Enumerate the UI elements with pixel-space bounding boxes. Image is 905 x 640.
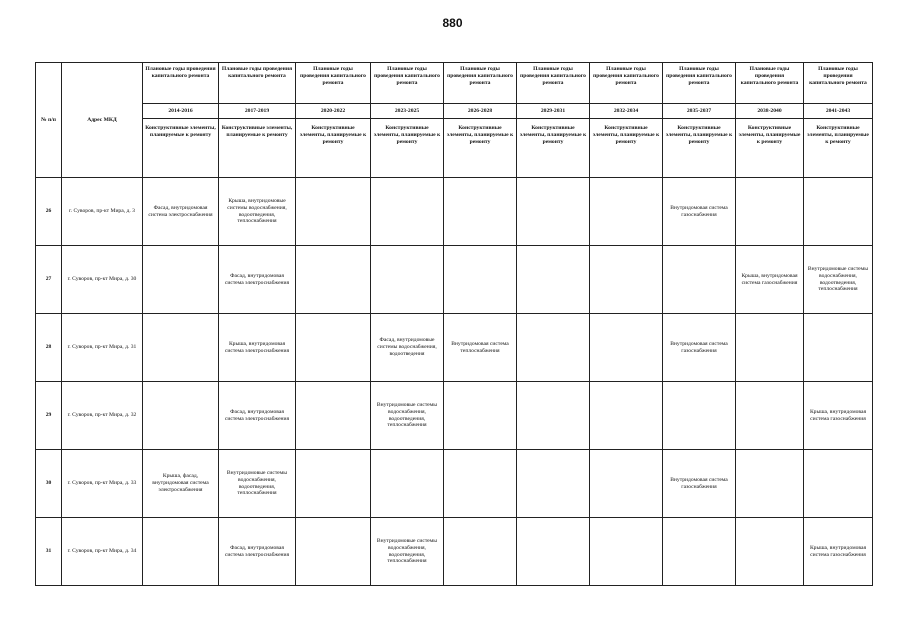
table-row	[36, 450, 873, 518]
planned-works-cell	[444, 518, 517, 586]
row-number: 31	[36, 518, 62, 586]
elements-header: Конструктивные элементы, планируемые к ремонту	[371, 119, 444, 178]
period-years: 2032-2034	[590, 104, 663, 119]
row-number: 26	[36, 178, 62, 246]
building-address: г. Суворов, пр-кт Мира, д. 34	[62, 518, 143, 586]
planned-works-cell: Фасад, внутридомовая система электроснабжения	[219, 246, 296, 314]
period-title-header: Плановые годы проведения капитального ремонта	[371, 63, 444, 104]
planned-works-cell: Крыша, внутридомовые системы водоснабжения, водоотведения, теплоснабжения	[219, 178, 296, 246]
planned-works-cell: Фасад, внутридомовая система электроснабжения	[143, 178, 219, 246]
planned-works-cell	[444, 178, 517, 246]
num-column-header: № п/п	[36, 63, 62, 178]
row-number: 27	[36, 246, 62, 314]
building-address: г. Суворов, пр-кт Мира, д. 32	[62, 382, 143, 450]
planned-works-cell	[143, 246, 219, 314]
building-address: г. Суворов, пр-кт Мира, д. 30	[62, 246, 143, 314]
period-years: 2017-2019	[219, 104, 296, 119]
period-title-header: Плановые годы проведения капитального ремонта	[736, 63, 804, 104]
planned-works-cell	[143, 518, 219, 586]
planned-works-cell	[517, 518, 590, 586]
planned-works-cell	[296, 518, 371, 586]
elements-header: Конструктивные элементы, планируемые к ремонту	[736, 119, 804, 178]
planned-works-cell	[736, 382, 804, 450]
planned-works-cell	[517, 314, 590, 382]
planned-works-cell	[736, 314, 804, 382]
address-column-header: Адрес МКД	[62, 63, 143, 178]
period-title-header: Плановые годы проведения капитального ремонта	[296, 63, 371, 104]
row-number: 29	[36, 382, 62, 450]
planned-works-cell	[517, 450, 590, 518]
planned-works-cell: Крыша, внутридомовая система газоснабжения	[804, 518, 873, 586]
table-body	[36, 178, 873, 586]
planned-works-cell: Крыша, внутридомовая система газоснабжения	[804, 382, 873, 450]
header-elements-row	[36, 119, 873, 178]
period-title-header: Плановые годы проведения капитального ремонта	[663, 63, 736, 104]
row-number: 30	[36, 450, 62, 518]
period-years: 2035-2037	[663, 104, 736, 119]
planned-works-cell: Фасад, внутридомовая система электроснабжения	[219, 518, 296, 586]
period-title-header: Плановые годы проведения капитального ремонта	[444, 63, 517, 104]
planned-works-cell	[590, 450, 663, 518]
planned-works-cell: Внутридомовая система газоснабжения	[663, 450, 736, 518]
planned-works-cell	[296, 178, 371, 246]
building-address: г. Суворов, пр-кт Мира, д. 33	[62, 450, 143, 518]
planned-works-cell: Внутридомовые системы водоснабжения, водоотведения, теплоснабжения	[804, 246, 873, 314]
planned-works-cell	[804, 314, 873, 382]
planned-works-cell: Внутридомовая система газоснабжения	[663, 178, 736, 246]
planned-works-cell	[663, 382, 736, 450]
header-years-row	[36, 104, 873, 119]
planned-works-cell	[371, 450, 444, 518]
planned-works-cell: Фасад, внутридомовые системы водоснабжения, водоотведения	[371, 314, 444, 382]
period-years: 2014-2016	[143, 104, 219, 119]
planned-works-cell	[371, 178, 444, 246]
elements-header: Конструктивные элементы, планируемые к ремонту	[296, 119, 371, 178]
planned-works-cell	[736, 178, 804, 246]
period-years: 2041-2043	[804, 104, 873, 119]
planned-works-cell: Фасад, внутридомовая система электроснабжения	[219, 382, 296, 450]
planned-works-cell: Внутридомовые системы водоснабжения, водоотведения, теплоснабжения	[371, 518, 444, 586]
planned-works-cell: Внутридомовая система газоснабжения	[663, 314, 736, 382]
planned-works-cell	[736, 518, 804, 586]
period-years: 2038-2040	[736, 104, 804, 119]
planned-works-cell	[663, 246, 736, 314]
planned-works-cell	[296, 450, 371, 518]
page-number: 880	[442, 16, 463, 30]
planned-works-cell	[804, 450, 873, 518]
table-header	[36, 63, 873, 178]
planned-works-cell: Крыша, внутридомовая система электроснабжения	[219, 314, 296, 382]
building-address: г. Суворов, пр-кт Мира, д. 31	[62, 314, 143, 382]
period-title-header: Плановые годы проведения капитального ремонта	[517, 63, 590, 104]
planned-works-cell	[590, 246, 663, 314]
planned-works-cell	[296, 246, 371, 314]
elements-header: Конструктивные элементы, планируемые к ремонту	[143, 119, 219, 178]
planned-works-cell	[663, 518, 736, 586]
header-title-row	[36, 63, 873, 104]
period-years: 2020-2022	[296, 104, 371, 119]
planned-works-cell	[590, 382, 663, 450]
elements-header: Конструктивные элементы, планируемые к ремонту	[517, 119, 590, 178]
planned-works-cell	[371, 246, 444, 314]
planned-works-cell	[590, 178, 663, 246]
table-row	[36, 246, 873, 314]
planned-works-cell	[517, 382, 590, 450]
planned-works-cell	[444, 246, 517, 314]
table-row	[36, 518, 873, 586]
period-years: 2026-2028	[444, 104, 517, 119]
planned-works-cell: Внутридомовые системы водоснабжения, водоотведения, теплоснабжения	[371, 382, 444, 450]
period-title-header: Плановые годы проведения капитального ремонта	[219, 63, 296, 104]
planned-works-cell	[444, 450, 517, 518]
planned-works-cell: Внутридомовая система теплоснабжения	[444, 314, 517, 382]
planned-works-cell: Крыша, фасад, внутридомовая система электроснабжения	[143, 450, 219, 518]
planned-works-cell	[804, 178, 873, 246]
planned-works-cell	[517, 246, 590, 314]
planned-works-cell	[517, 178, 590, 246]
planned-works-cell	[590, 518, 663, 586]
period-years: 2023-2025	[371, 104, 444, 119]
planned-works-cell	[590, 314, 663, 382]
elements-header: Конструктивные элементы, планируемые к ремонту	[663, 119, 736, 178]
table-row	[36, 382, 873, 450]
elements-header: Конструктивные элементы, планируемые к ремонту	[590, 119, 663, 178]
building-address: г. Суворов, пр-кт Мира, д. 3	[62, 178, 143, 246]
table-row	[36, 314, 873, 382]
planned-works-cell	[736, 450, 804, 518]
planned-works-cell	[296, 382, 371, 450]
planned-works-cell: Внутридомовые системы водоснабжения, водоотведения, теплоснабжения	[219, 450, 296, 518]
period-years: 2029-2031	[517, 104, 590, 119]
elements-header: Конструктивные элементы, планируемые к ремонту	[444, 119, 517, 178]
planned-works-cell	[444, 382, 517, 450]
table-row	[36, 178, 873, 246]
capital-repair-plan-table	[35, 62, 873, 586]
planned-works-cell	[143, 314, 219, 382]
planned-works-cell	[143, 382, 219, 450]
period-title-header: Плановые годы проведения капитального ремонта	[143, 63, 219, 104]
elements-header: Конструктивные элементы, планируемые к ремонту	[219, 119, 296, 178]
period-title-header: Плановые годы проведения капитального ремонта	[804, 63, 873, 104]
planned-works-cell: Крыша, внутридомовая система газоснабжения	[736, 246, 804, 314]
planned-works-cell	[296, 314, 371, 382]
row-number: 28	[36, 314, 62, 382]
elements-header: Конструктивные элементы, планируемые к ремонту	[804, 119, 873, 178]
period-title-header: Плановые годы проведения капитального ремонта	[590, 63, 663, 104]
